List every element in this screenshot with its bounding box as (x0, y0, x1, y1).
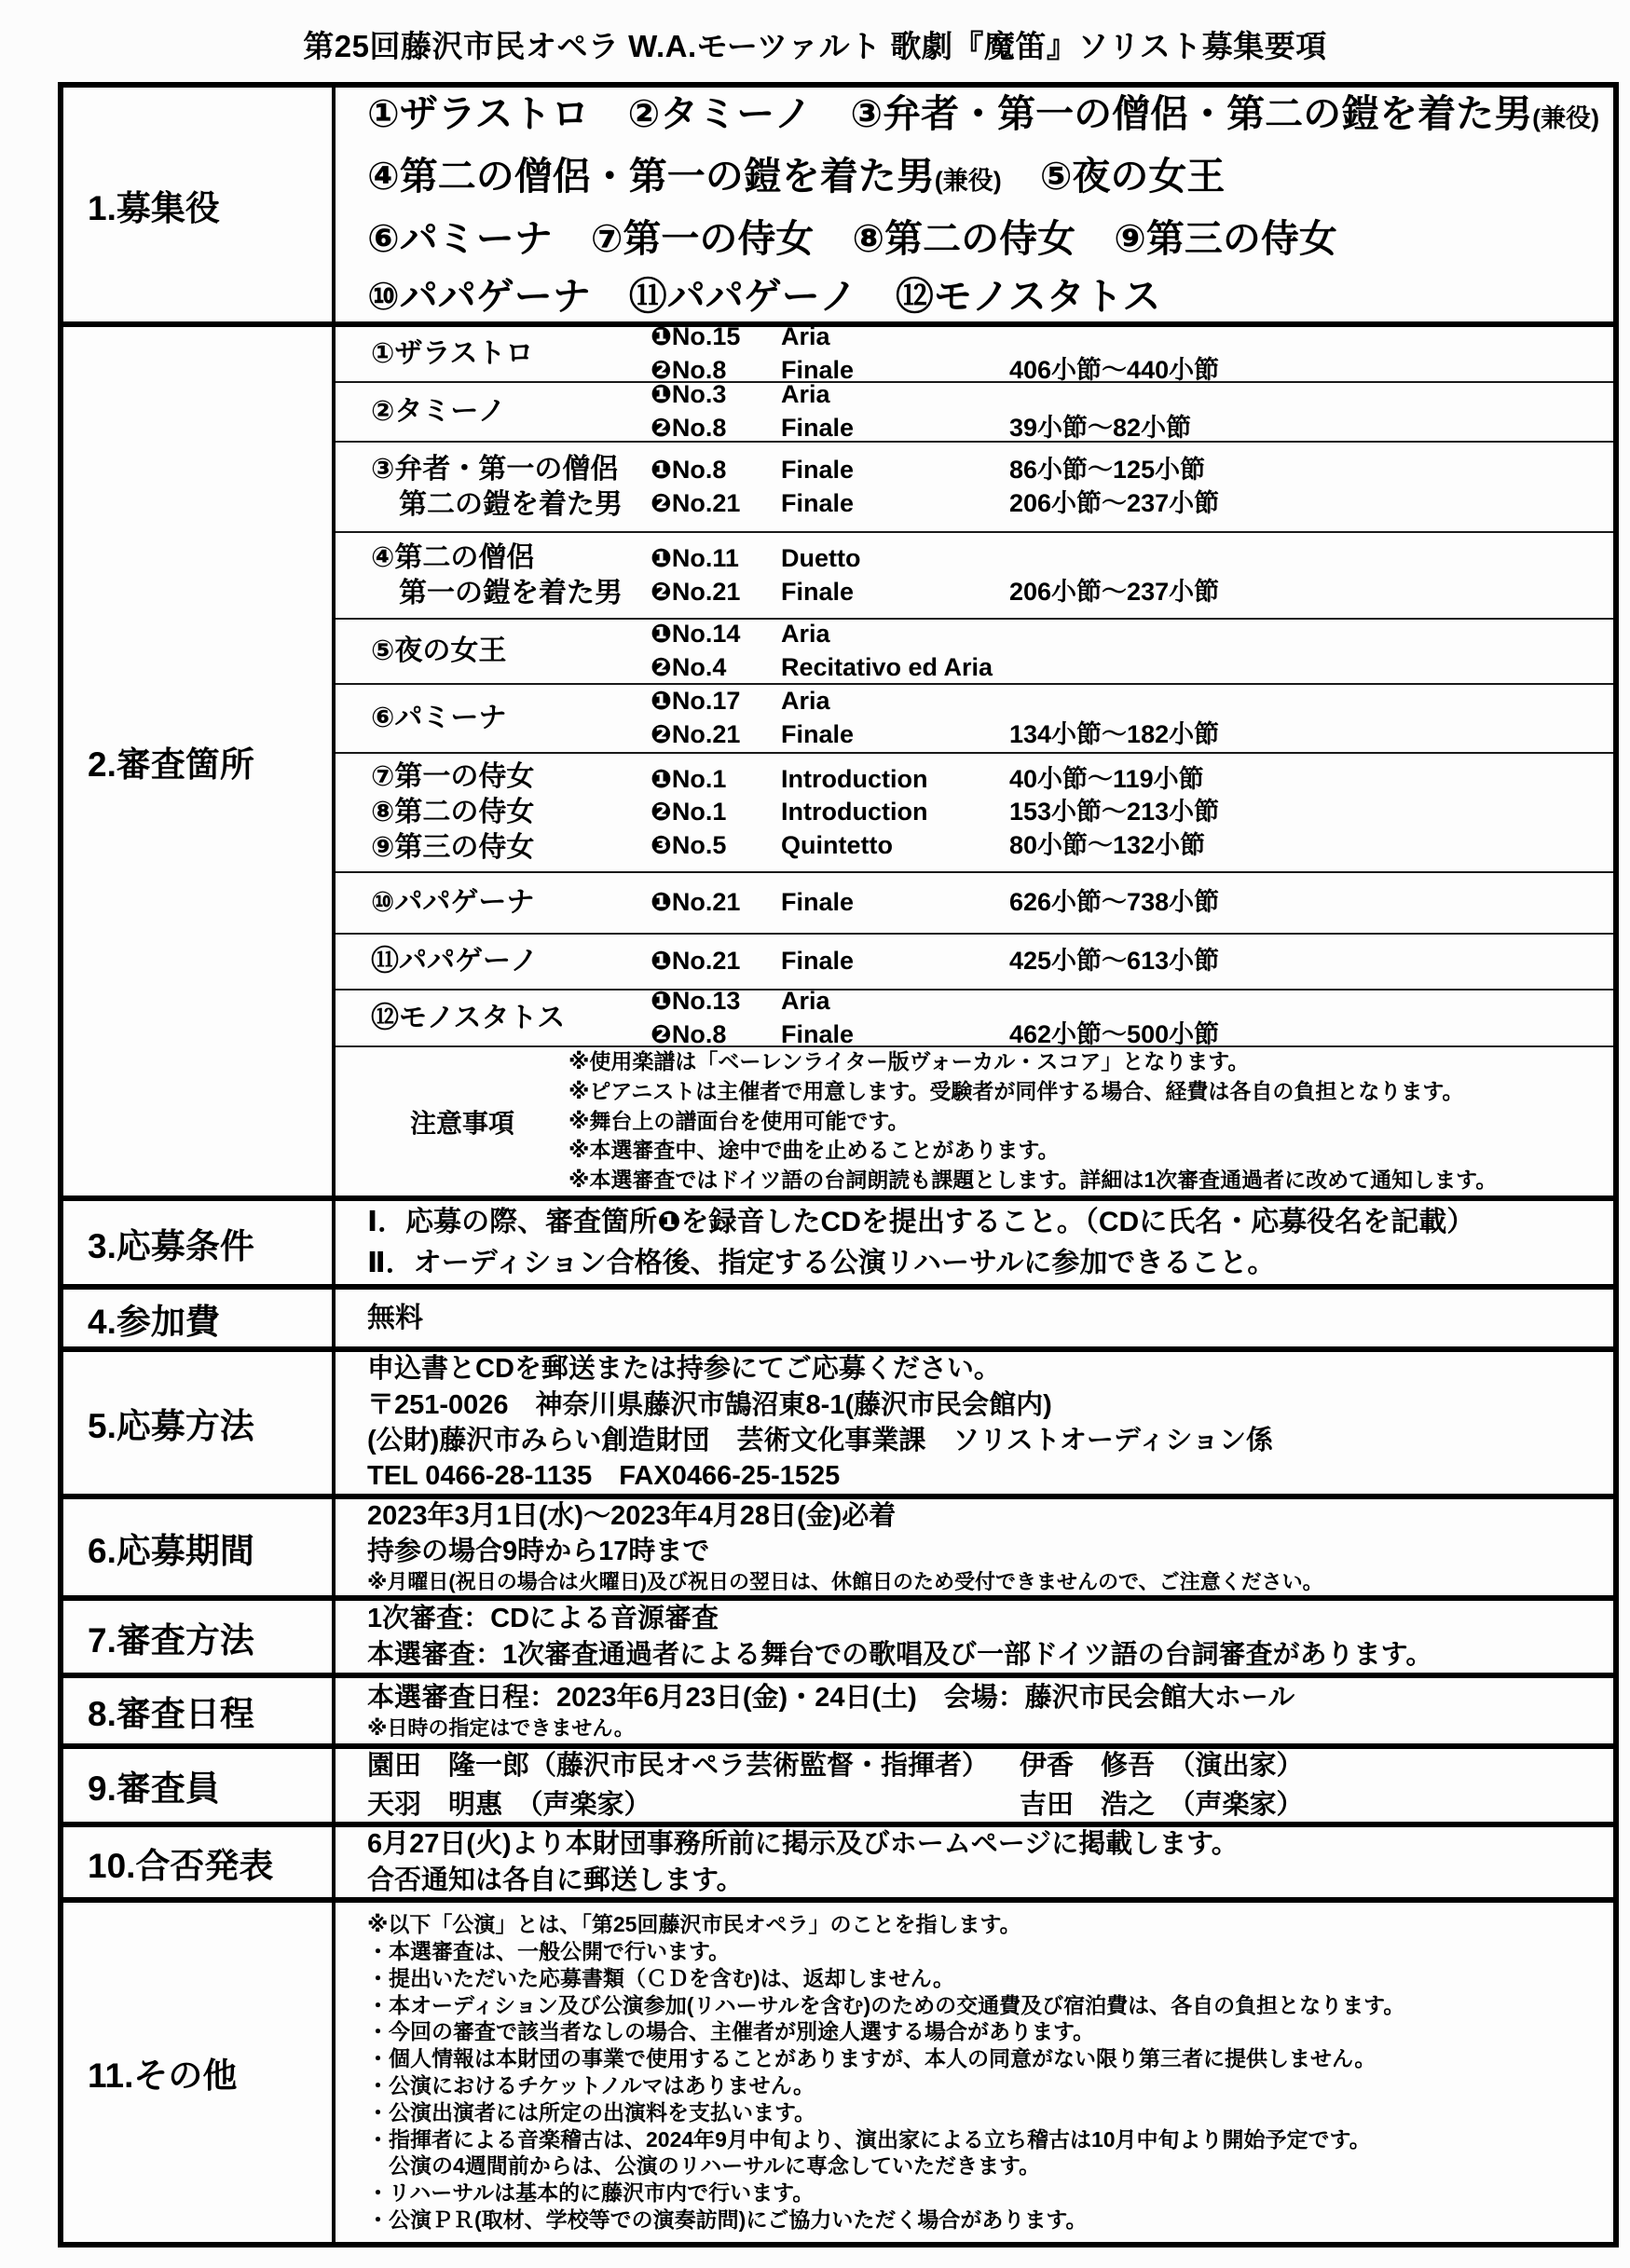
excerpt-name: Aria (781, 380, 830, 409)
audition-row-queen-of-night (336, 620, 1613, 685)
excerpt-no: ❶No.13 (651, 986, 741, 1015)
note-line: ※使用楽譜は「ベーレンライター版ヴォーカル・スコア」となります。 (568, 1049, 1250, 1074)
other-line: ・本オーディション及び公演参加(リハーサルを含む)のための交通費及び宿泊費は、各自の負担となります。 (367, 1992, 1405, 2017)
excerpt-name: Aria (781, 620, 830, 649)
other-line: ・リハーサルは基本的に藤沢市内で行います。 (367, 2180, 815, 2206)
excerpt-item (651, 412, 1613, 445)
section-other-label: 11.その他 (63, 1903, 336, 2242)
judge-name: 園田 隆一郎（藤沢市民オペラ芸術監督・指揮者） (367, 1750, 990, 1781)
excerpt-item (651, 763, 1613, 797)
audition-row-three-ladies (336, 754, 1613, 873)
excerpt-no: ❷No.21 (651, 720, 741, 748)
section-application-method-label: 5.応募方法 (63, 1352, 336, 1494)
excerpt-range: 80小節〜132小節 (1009, 830, 1206, 859)
excerpt-name: Quintetto (781, 830, 893, 859)
judge-name: 伊香 修吾 （演出家） (1020, 1750, 1304, 1781)
notes-label: 注意事項 (410, 1108, 515, 1138)
excerpt-no: ❶No.14 (651, 620, 741, 649)
excerpt-name: Introduction (781, 764, 928, 793)
other-line: ※以下「公演」とは、「第25回藤沢市民オペラ」のことを指します。 (367, 1912, 1021, 1937)
section-audition-excerpts-label: 2.審査箇所 (63, 327, 336, 1195)
role-name: ③弁者・第一の僧侶 (371, 453, 619, 485)
address-line: 〒251-0026 神奈川県藤沢市鵠沼東8-1(藤沢市民会館内) (367, 1389, 1052, 1420)
excerpt-range: 134小節〜182小節 (1009, 720, 1220, 748)
roles-line (367, 88, 1613, 147)
excerpt-item (651, 487, 1613, 521)
excerpt-name: Aria (781, 687, 830, 716)
other-line: ・公演におけるチケットノルマはありません。 (367, 2073, 815, 2097)
excerpt-item (651, 618, 1613, 651)
excerpt-name: Finale (781, 414, 855, 442)
excerpt-item (651, 945, 1613, 978)
excerpt-name: Finale (781, 455, 855, 484)
excerpt-no: ❷No.4 (651, 653, 727, 681)
section-screening-method (63, 1601, 1613, 1678)
announcement-line: 合否通知は各自に郵送します。 (367, 1865, 744, 1895)
section-results-announcement (63, 1827, 1613, 1903)
period-line: 持参の場合9時から17時まで (367, 1537, 710, 1567)
roles-line-suffix: (兼役) (934, 166, 1002, 195)
role-name: ②タミーノ (371, 396, 506, 428)
section-application-method (63, 1352, 1613, 1499)
excerpt-no: ❶No.17 (651, 687, 741, 716)
other-line: 公演の4週間前からは、公演のリハーサルに専念していただきます。 (367, 2153, 1041, 2179)
section-application-conditions (63, 1201, 1613, 1290)
role-name: ④第二の僧侶 (371, 541, 535, 573)
section-application-period (63, 1499, 1613, 1601)
role-name: ⑫モノスタトス (371, 1002, 566, 1033)
excerpt-no: ❷No.8 (651, 414, 727, 442)
requirements-table (58, 82, 1619, 2248)
judges-row (367, 1785, 1613, 1822)
excerpt-range: 39小節〜82小節 (1009, 414, 1192, 442)
other-line: ・公演出演者には所定の出演料を支払います。 (367, 2099, 816, 2125)
excerpt-name: Finale (781, 488, 855, 517)
judge-name: 天羽 明惠 （声楽家） (367, 1790, 651, 1820)
other-line: ・本選審査は、一般公開で行います。 (367, 1939, 731, 1964)
note-line: ※本選審査中、途中で曲を止めることがあります。 (568, 1138, 1060, 1163)
excerpt-item (651, 542, 1613, 576)
period-line: 2023年3月1日(水)〜2023年4月28日(金)必着 (367, 1500, 897, 1531)
audition-row-monostatos (336, 986, 1613, 1048)
section-application-conditions-label: 3.応募条件 (63, 1201, 336, 1284)
excerpt-no: ❷No.1 (651, 798, 727, 827)
excerpt-no: ❶No.15 (651, 327, 741, 351)
excerpt-name: Aria (781, 986, 830, 1015)
section-roles-label: 1.募集役 (63, 88, 336, 321)
excerpt-name: Finale (781, 720, 855, 748)
section-fee-label: 4.参加費 (63, 1290, 336, 1346)
other-line: ・提出いただいた応募書類（ＣＤを含む)は、返却しません。 (367, 1965, 955, 1990)
excerpt-item (651, 685, 1613, 718)
audition-row-speaker-priest (336, 443, 1613, 533)
excerpt-no: ❶No.21 (651, 888, 741, 917)
section-application-period-label: 6.応募期間 (63, 1499, 336, 1595)
audition-row-second-priest (336, 533, 1613, 620)
excerpt-item (651, 796, 1613, 829)
section-judges (63, 1749, 1613, 1827)
excerpt-range: 206小節〜237小節 (1009, 488, 1220, 517)
excerpt-no: ❷No.21 (651, 488, 741, 517)
role-name: 第二の鎧を着た男 (399, 488, 623, 520)
roles-line: ⑥パミーナ ⑦第一の侍女 ⑧第二の侍女 ⑨第三の侍女 (367, 216, 1337, 260)
audition-row-tamino (336, 380, 1613, 443)
excerpt-no: ❷No.8 (651, 1019, 727, 1048)
judge-name: 吉田 浩之 （声楽家） (1020, 1790, 1304, 1820)
excerpt-no: ❷No.8 (651, 356, 727, 384)
excerpt-name: Finale (781, 356, 855, 384)
schedule-line: 本選審査日程：2023年6月23日(金)・24日(土) 会場：藤沢市民会館大ホール (367, 1682, 1295, 1713)
excerpt-range: 425小節〜613小節 (1009, 947, 1220, 976)
excerpt-name: Finale (781, 577, 855, 606)
excerpt-range: 40小節〜119小節 (1009, 764, 1204, 793)
excerpt-name: Recitativo ed Aria (781, 653, 993, 681)
excerpt-item (651, 985, 1613, 1018)
announcement-line: 6月27日(火)より本財団事務所前に掲示及びホームページに掲載します。 (367, 1829, 1239, 1860)
judges-row (367, 1749, 1613, 1785)
role-name: ⑤夜の女王 (371, 635, 507, 667)
excerpt-no: ❷No.21 (651, 577, 741, 606)
role-name: 第一の鎧を着た男 (399, 577, 623, 608)
notes-list (568, 1047, 1613, 1195)
excerpt-item (651, 327, 1613, 354)
excerpt-no: ❸No.5 (651, 830, 727, 859)
section-screening-method-label: 7.審査方法 (63, 1601, 336, 1673)
method-line: 申込書とCDを郵送または持参にてご応募ください。 (367, 1354, 1001, 1385)
excerpt-no: ❶No.8 (651, 455, 727, 484)
screening-line: 1次審査：CDによる音源審査 (367, 1604, 719, 1634)
excerpt-item (651, 829, 1613, 863)
excerpt-range: 153小節〜213小節 (1009, 798, 1220, 827)
screening-line: 本選審査：1次審査通過者による舞台での歌唱及び一部ドイツ語の台詞審査があります。 (367, 1639, 1433, 1670)
role-name: ⑨第三の侍女 (371, 831, 535, 863)
excerpt-item (651, 454, 1613, 487)
excerpt-no: ❶No.11 (651, 543, 739, 572)
other-line: ・今回の審査で該当者なしの場合、主催者が別途人選する場合があります。 (367, 2019, 1095, 2044)
excerpt-no: ❶No.1 (651, 764, 727, 793)
audition-notes-row (336, 1047, 1613, 1195)
roles-line-text: ④第二の僧侶・第一の鎧を着た男 (367, 154, 935, 198)
roles-line-text: ⑤夜の女王 (1001, 154, 1226, 198)
excerpt-item (651, 1018, 1613, 1052)
role-name: ①ザラストロ (371, 338, 534, 370)
audition-row-papagena (336, 873, 1613, 935)
roles-line: ⑩パパゲーナ ⑪パパゲーノ ⑫モノスタトス (367, 274, 1161, 318)
audition-row-sarastro (336, 327, 1613, 383)
excerpt-item (651, 651, 1613, 685)
roles-line-text: ①ザラストロ ②タミーノ ③弁者・第一の僧侶・第二の鎧を着た男 (367, 91, 1533, 135)
role-name: ⑦第一の侍女 (371, 761, 535, 793)
section-fee (63, 1290, 1613, 1352)
role-name: ⑩パパゲーナ (371, 887, 535, 919)
section-audition-excerpts (63, 327, 1613, 1201)
excerpt-name: Finale (781, 947, 855, 976)
excerpt-item (651, 378, 1613, 412)
excerpt-no: ❶No.21 (651, 947, 741, 976)
other-line: ・個人情報は本財団の事業で使用することがありますが、本人の同意がない限り第三者に提供しません。 (367, 2046, 1377, 2071)
section-screening-schedule (63, 1678, 1613, 1749)
excerpt-item (651, 886, 1613, 920)
section-results-announcement-label: 10.合否発表 (63, 1827, 336, 1897)
section-other (63, 1903, 1613, 2242)
audition-table (336, 327, 1613, 1195)
period-note: ※月曜日(祝日の場合は火曜日)及び祝日の翌日は、休館日のため受付できませんので、ご注意ください。 (367, 1570, 1323, 1594)
excerpt-range: 462小節〜500小節 (1009, 1019, 1220, 1048)
roles-line (367, 147, 1613, 210)
excerpt-name: Introduction (781, 798, 928, 827)
condition-line: Ⅱ．オーディション合格後、指定する公演リハーサルに参加できること。 (367, 1247, 1276, 1278)
condition-line: Ⅰ．応募の際、審査箇所❶を録音したCDを提出すること。（CDに氏名・応募役名を記載） (367, 1207, 1475, 1237)
other-line: ・公演ＰＲ(取材、学校等での演奏訪問)にご協力いただく場合があります。 (367, 2207, 1088, 2232)
note-line: ※ピアニストは主催者で用意します。受験者が同伴する場合、経費は各自の負担となります。 (568, 1078, 1464, 1103)
schedule-note: ※日時の指定はできません。 (367, 1715, 635, 1740)
page-title: 第25回藤沢市民オペラ W.A.モーツァルト 歌劇『魔笛』ソリスト募集要項 (303, 29, 1327, 63)
excerpt-name: Finale (781, 1019, 855, 1048)
audition-row-papageno (336, 935, 1613, 991)
section-judges-label: 9.審査員 (63, 1749, 336, 1822)
note-line: ※舞台上の譜面台を使用可能です。 (568, 1108, 910, 1133)
role-name: ⑧第二の侍女 (371, 797, 535, 828)
excerpt-range: 206小節〜237小節 (1009, 577, 1220, 606)
excerpt-item (651, 718, 1613, 752)
section-roles (63, 88, 1613, 327)
section-screening-schedule-label: 8.審査日程 (63, 1678, 336, 1743)
note-line: ※本選審査ではドイツ語の台詞朗読も課題とします。詳細は1次審査通過者に改めて通知します。 (568, 1168, 1498, 1193)
excerpt-name: Duetto (781, 543, 861, 572)
role-name: ⑪パパゲーノ (371, 946, 539, 977)
role-name: ⑥パミーナ (371, 703, 507, 734)
organization-line: (公財)藤沢市みらい創造財団 芸術文化事業課 ソリストオーディション係 (367, 1426, 1273, 1455)
excerpt-range: 86小節〜125小節 (1009, 455, 1206, 484)
excerpt-name: Aria (781, 327, 830, 351)
other-line: ・指揮者による音楽稽古は、2024年9月中旬より、演出家による立ち稽古は10月中旬より開始予定です。 (367, 2126, 1371, 2152)
excerpt-name: Finale (781, 888, 855, 917)
roles-line-suffix: (兼役) (1532, 103, 1600, 132)
excerpt-item (651, 576, 1613, 609)
fee-value: 無料 (367, 1302, 423, 1333)
excerpt-range: 406小節〜440小節 (1009, 356, 1220, 384)
audition-row-pamina (336, 685, 1613, 754)
excerpt-range: 626小節〜738小節 (1009, 888, 1220, 917)
phone-fax-line: TEL 0466-28-1135 FAX0466-25-1525 (367, 1461, 841, 1492)
roles-list (336, 88, 1613, 321)
excerpt-no: ❶No.3 (651, 380, 727, 409)
